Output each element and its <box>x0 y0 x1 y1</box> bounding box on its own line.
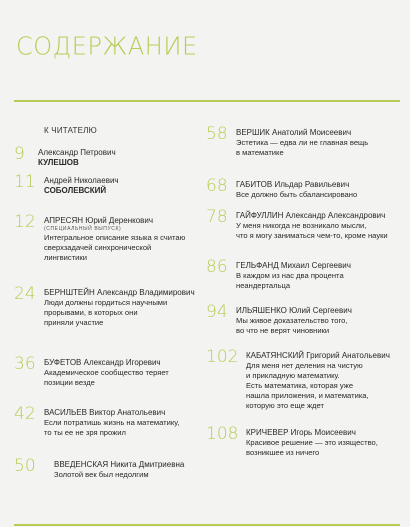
entry-quote: Есть математика, которая уже <box>246 381 354 390</box>
entry-text <box>236 128 368 158</box>
author-first-name: Игорь Моисеевич <box>290 428 356 437</box>
author-surname: ВВЕДЕНСКАЯ <box>54 460 111 469</box>
entry-quote: во что не верят чиновники <box>236 326 330 335</box>
entry-quote: В каждом из нас два процента <box>236 271 344 280</box>
author-name <box>236 180 357 190</box>
entry-quote: сверхзадачей синхронической <box>44 243 152 252</box>
entry-quote: Академическое сообщество теряет <box>44 368 169 377</box>
author-name <box>236 261 351 271</box>
contents-entry[interactable] <box>14 144 116 168</box>
entry-quote: Эстетика — едва ли не главная вещь <box>236 138 369 147</box>
contents-entry[interactable] <box>14 212 186 263</box>
author-first-name: Андрей Николаевич <box>44 176 119 185</box>
entry-quote: Мы живое доказательство того, <box>236 316 348 325</box>
entry-text <box>236 261 351 291</box>
page-number: 36 <box>14 354 36 374</box>
author-surname: БУФЕТОВ <box>44 358 84 367</box>
author-name <box>44 288 195 298</box>
author-surname: АПРЕСЯН <box>44 216 86 225</box>
entry-quote: Красивое решение — это изящество, <box>246 438 378 447</box>
author-surname: ГЕЛЬФАНД <box>236 261 281 270</box>
contents-entry[interactable] <box>14 456 185 480</box>
entry-quote: лингвистики <box>44 253 87 262</box>
author-surname: ГАБИТОВ <box>236 180 275 189</box>
entry-text <box>236 211 388 241</box>
entry-quote: Все должно быть сбалансировано <box>236 190 358 199</box>
author-name <box>54 460 184 470</box>
top-divider <box>14 100 400 102</box>
author-first-name: Григорий Анатольевич <box>306 351 390 360</box>
entry-text <box>236 180 357 200</box>
author-name <box>236 211 388 221</box>
author-first-name: Александр Игоревич <box>83 358 161 367</box>
contents-entry[interactable] <box>14 172 119 196</box>
entry-quote: Если потратишь жизнь на математику, <box>44 418 180 427</box>
author-name <box>246 351 390 361</box>
entry-quote: то ты ее не зря прожил <box>44 428 126 437</box>
special-issue-note: (СПЕЦИАЛЬНЫЙ ВЫПУСК) <box>44 226 122 232</box>
author-name <box>236 128 368 138</box>
contents-entry[interactable] <box>206 124 369 158</box>
author-name <box>236 306 352 316</box>
entry-text <box>236 306 352 336</box>
entry-quote: нашла приложения, и математика, <box>246 391 369 400</box>
entry-quote: Люди должны гордиться научными <box>44 298 168 307</box>
page-number: 11 <box>14 172 36 192</box>
page-number: 9 <box>14 144 25 164</box>
page-number: 108 <box>206 424 239 444</box>
author-surname: КРИЧЕВЕР <box>246 428 291 437</box>
author-surname: КУЛЕШОВ <box>38 158 79 167</box>
author-name <box>246 428 378 438</box>
entry-quote: и прикладную математику. <box>246 371 340 380</box>
entry-quote: Для меня нет деления на чистую <box>246 361 363 370</box>
author-first-name: Юрий Деренкович <box>85 216 154 225</box>
page-title: СОДЕРЖАНИЕ <box>16 31 198 61</box>
entry-quote: Интегральное описание языка я считаю <box>44 233 186 242</box>
page-number: 58 <box>206 124 228 144</box>
author-surname: БЕРНШТЕЙН <box>44 288 98 297</box>
entry-text <box>44 288 195 328</box>
author-first-name: Александр Петрович <box>38 148 116 157</box>
page-number: 78 <box>206 207 228 227</box>
contents-entry[interactable] <box>206 257 351 291</box>
author-surname: ВАСИЛЬЕВ <box>44 408 90 417</box>
entry-quote: прорывами, в которых они <box>44 308 138 317</box>
author-name <box>44 216 185 226</box>
author-surname: ИЛЬЯШЕНКО <box>236 306 290 315</box>
author-surname: СОБОЛЕВСКИЙ <box>44 186 107 195</box>
author-first-name: Александр Александрович <box>285 211 386 220</box>
author-surname: КАБАТЯНСКИЙ <box>246 351 307 360</box>
left-column <box>14 108 210 479</box>
page-number: 94 <box>206 302 228 322</box>
entry-text <box>54 460 184 480</box>
entry-text <box>44 358 169 388</box>
page-number: 68 <box>206 176 228 196</box>
contents-entry[interactable] <box>14 354 169 388</box>
author-first-name: Александр Владимирович <box>97 288 195 297</box>
entry-quote: У меня никогда не возникало мысли, <box>236 221 367 230</box>
page-number: 50 <box>14 456 36 476</box>
entry-quote: что я могу заниматься чем-то, кроме науки <box>236 231 388 240</box>
entry-text <box>44 216 185 263</box>
entry-quote: позиции везде <box>44 378 95 387</box>
contents-entry[interactable] <box>14 284 195 328</box>
contents-entry[interactable] <box>206 176 358 200</box>
entry-text <box>246 351 390 411</box>
author-first-name: Никита Дмитриевна <box>110 460 185 469</box>
contents-entry[interactable] <box>14 404 180 438</box>
contents-entry[interactable] <box>206 302 352 336</box>
author-first-name: Михаил Сергеевич <box>280 261 351 270</box>
entry-quote: приняли участие <box>44 318 104 327</box>
author-surname: ГАЙФУЛЛИН <box>236 211 286 220</box>
entry-text <box>44 408 179 438</box>
entry-text <box>38 148 116 168</box>
contents-entry[interactable] <box>206 424 378 458</box>
author-surname: ВЕРШИК <box>236 128 272 137</box>
entry-quote: в математике <box>236 148 284 157</box>
author-first-name: Анатолий Моисеевич <box>271 128 352 137</box>
entry-quote: неандертальца <box>236 281 291 290</box>
page-number: 86 <box>206 257 228 277</box>
author-name <box>44 358 169 368</box>
entry-quote: Золотой век был недолгим <box>54 470 149 479</box>
contents-entry[interactable] <box>206 347 390 411</box>
page-number: 24 <box>14 284 36 304</box>
author-first-name: Виктор Анатольевич <box>89 408 166 417</box>
section-label: К ЧИТАТЕЛЮ <box>44 126 97 135</box>
entry-text <box>44 176 119 196</box>
entry-text <box>246 428 378 458</box>
entry-quote: возникшее из ничего <box>246 448 320 457</box>
author-first-name: Юлий Сергеевич <box>289 306 352 315</box>
page-number: 12 <box>14 212 36 232</box>
page-number: 42 <box>14 404 36 424</box>
author-first-name: Ильдар Равильевич <box>274 180 350 189</box>
contents-entry[interactable] <box>206 207 388 241</box>
page-number: 102 <box>206 347 239 367</box>
entry-quote: которую это еще ждет <box>246 401 324 410</box>
author-name <box>44 408 179 418</box>
bottom-divider <box>14 524 400 526</box>
